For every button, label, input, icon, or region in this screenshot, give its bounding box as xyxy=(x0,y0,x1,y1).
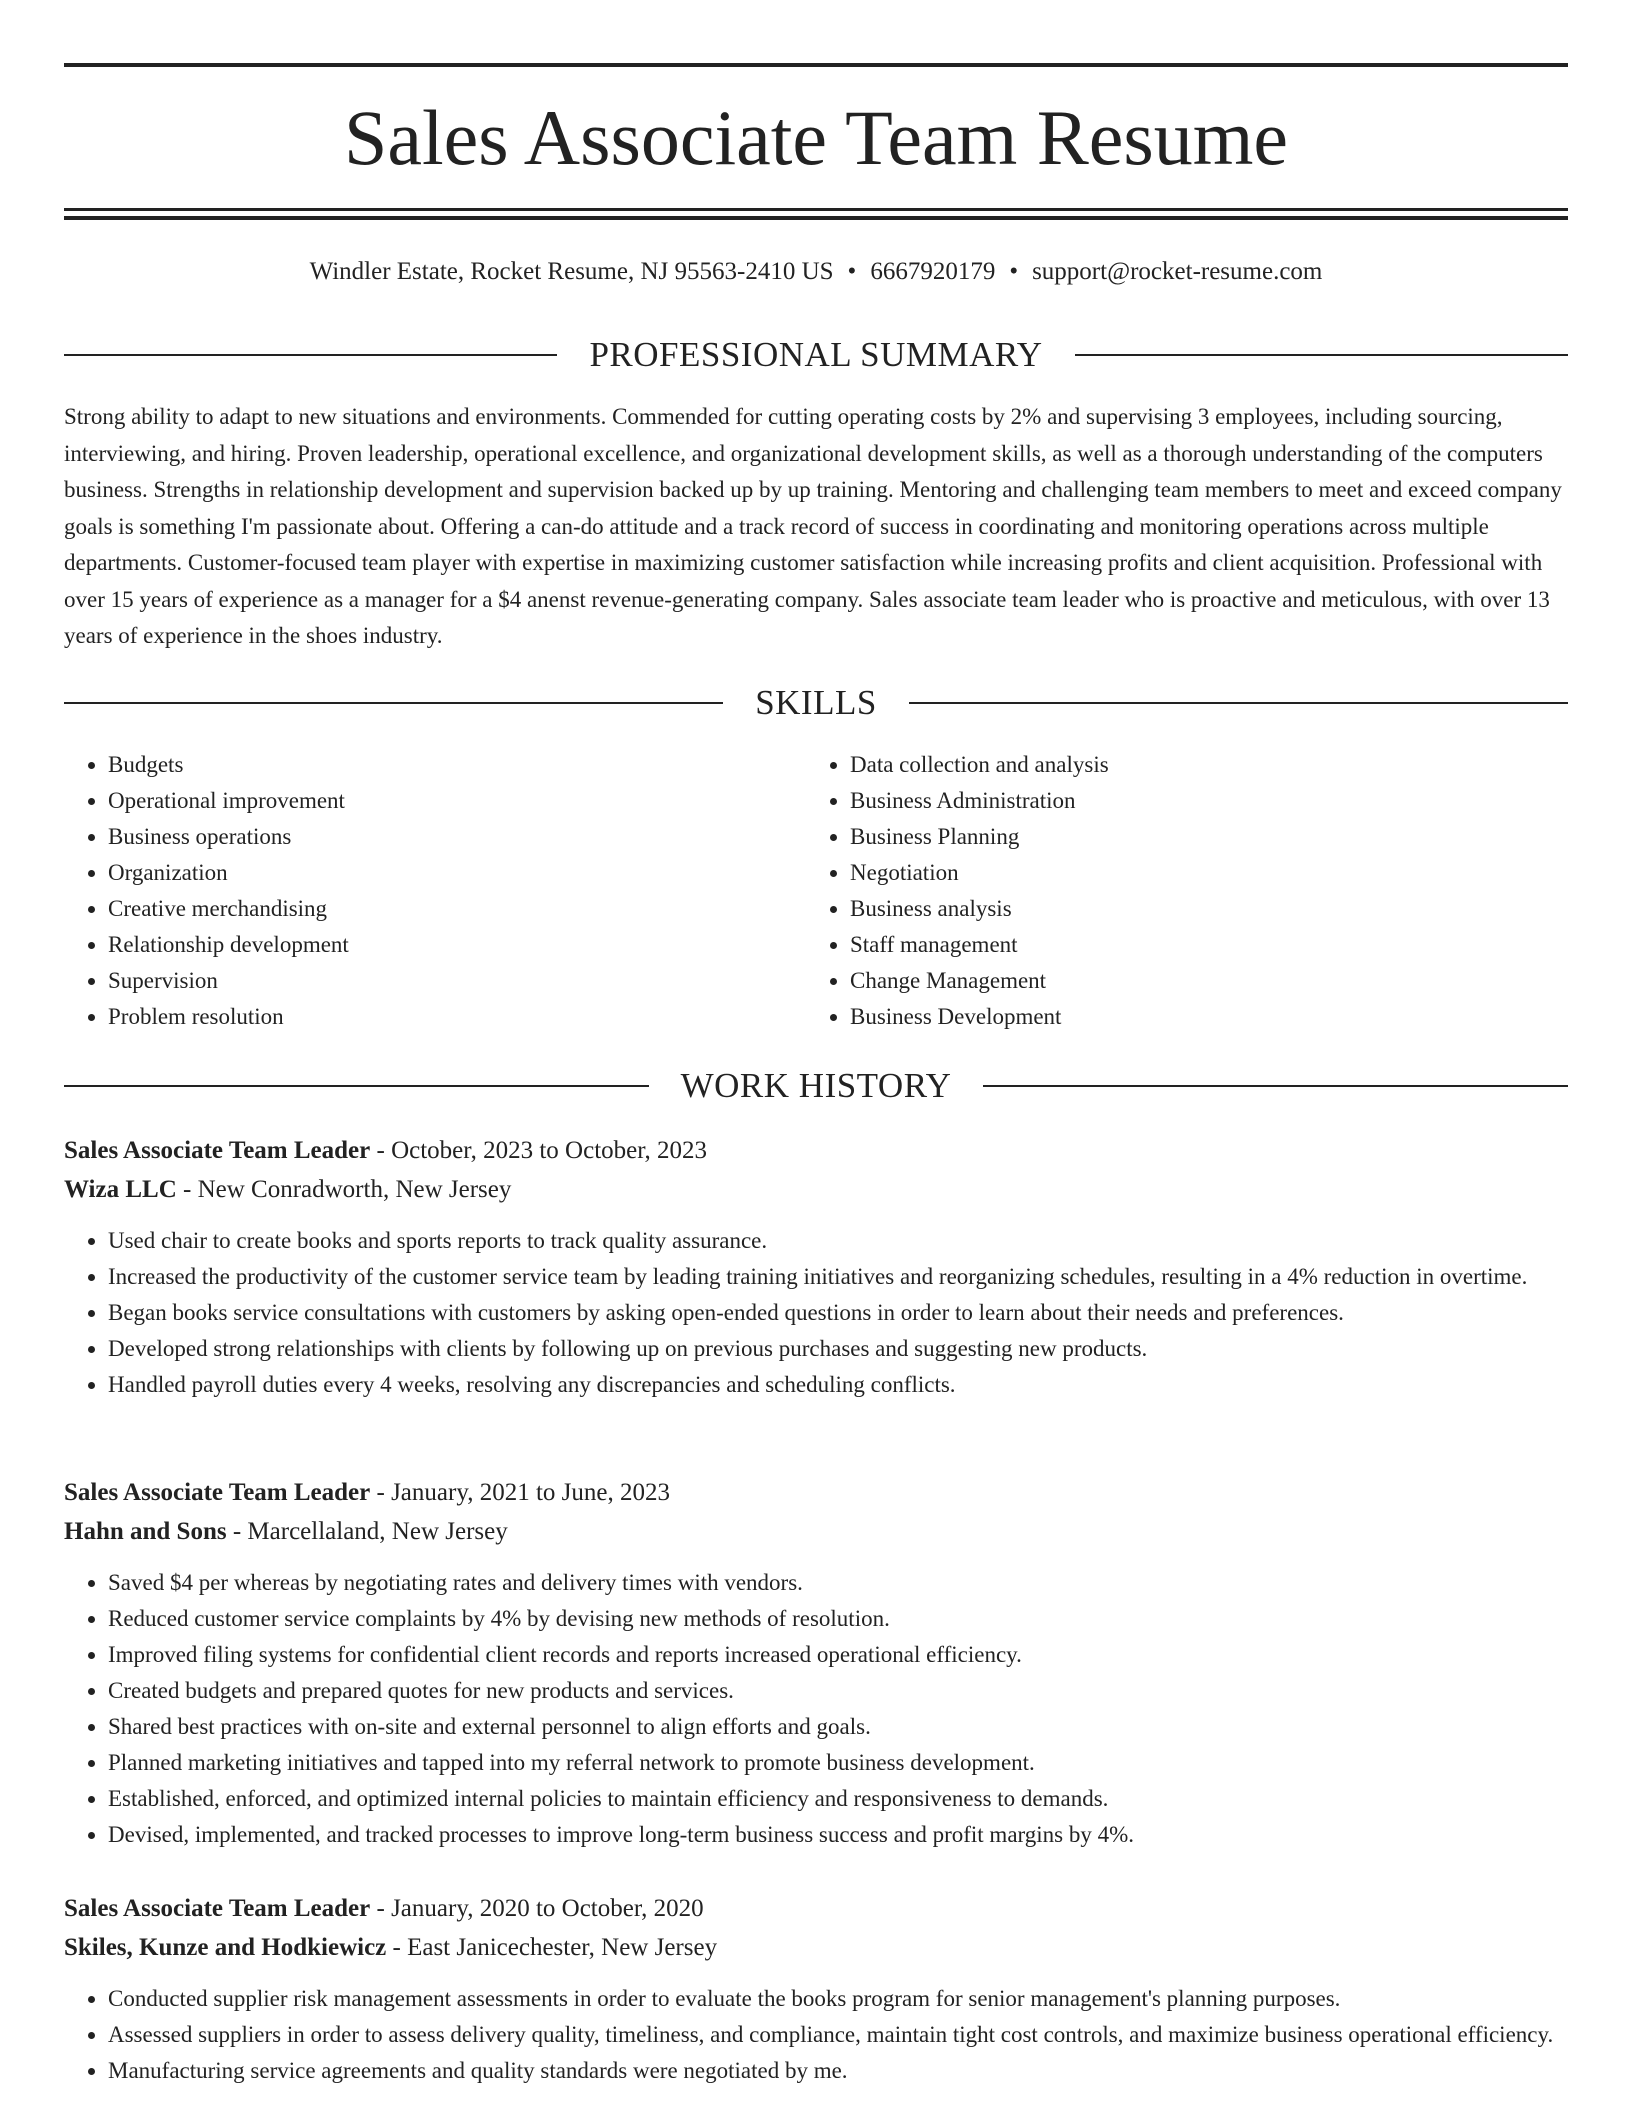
job-bullet: • Shared best practices with on-site and external personnel to align efforts and goals. xyxy=(108,1709,1568,1745)
job-entry xyxy=(64,1131,1568,1403)
job-location: - Marcellaland, New Jersey xyxy=(226,1518,508,1545)
job-title-line xyxy=(64,1889,1568,1928)
job-location: - New Conradworth, New Jersey xyxy=(176,1176,512,1203)
skill-item: • Supervision xyxy=(108,963,806,999)
section-title: SKILLS xyxy=(755,683,877,722)
skills-list-right xyxy=(806,747,1548,1035)
skill-item: • Business Planning xyxy=(850,819,1548,855)
job-bullet: • Created budgets and prepared quotes for new products and services. xyxy=(108,1673,1568,1709)
job-title: Sales Associate Team Leader xyxy=(64,1137,371,1164)
summary-text: Strong ability to adapt to new situations and environments. Commended for cutting operating costs by 2% and supervising 3 employees, including sourcing, interviewing, and hiring. Proven leadership, operational excellence, and organizational development skills, as well as a thorough understanding of the computers business. Strengths in relationship development and supervision backed up by up training. Mentoring and challenging team members to meet and exceed company goals is something I'm passionate about. Offering a can-do attitude and a track record of success in coordinating and monitoring operations across multiple departments. Customer-focused team player with expertise in maximizing customer satisfaction while increasing profits and client acquisition. Professional with over 15 years of experience as a manager for a $4 anenst revenue-generating company. Sales associate team leader who is proactive and meticulous, with over 13 years of experience in the shoes industry. xyxy=(64,404,1562,648)
top-rule xyxy=(64,63,1568,67)
job-dates: - January, 2021 to June, 2023 xyxy=(370,1479,670,1506)
job-dates: - October, 2023 to October, 2023 xyxy=(370,1137,708,1164)
contact-phone: 6667920179 xyxy=(870,258,996,285)
job-bullet: • Assessed suppliers in order to assess delivery quality, timeliness, and compliance, maintain tight cost controls, and maximize business operational efficiency. xyxy=(108,2017,1568,2053)
contact-address: Windler Estate, Rocket Resume, NJ 95563-2410 US xyxy=(309,258,834,285)
contact-separator: • xyxy=(1009,258,1019,285)
job-dates: - January, 2020 to October, 2020 xyxy=(370,1895,704,1922)
job-bullet: • Increased the productivity of the customer service team by leading training initiatives and reorganizing schedules, resulting in a 4% reduction in overtime. xyxy=(108,1259,1568,1295)
job-company-line xyxy=(64,1512,1568,1551)
skill-item: • Data collection and analysis xyxy=(850,747,1548,783)
heading-rule-right xyxy=(1075,354,1568,356)
job-title: Sales Associate Team Leader xyxy=(64,1895,371,1922)
job-bullet: • Conducted supplier risk management assessments in order to evaluate the books program for senior management's planning purposes. xyxy=(108,1981,1568,2017)
skill-item: • Negotiation xyxy=(850,855,1548,891)
skills-columns xyxy=(64,747,1568,1035)
job-title: Sales Associate Team Leader xyxy=(64,1479,371,1506)
skill-item: • Relationship development xyxy=(108,927,806,963)
job-bullets xyxy=(64,1981,1568,2089)
job-company: Hahn and Sons xyxy=(64,1518,227,1545)
skills-list-left xyxy=(64,747,806,1035)
job-company-line xyxy=(64,1928,1568,1967)
resume-title: Sales Associate Team Resume xyxy=(343,94,1289,181)
title-underline-thick xyxy=(64,216,1568,220)
job-location: - East Janicechester, New Jersey xyxy=(386,1934,718,1961)
job-bullet: • Improved filing systems for confidential client records and reports increased operational efficiency. xyxy=(108,1637,1568,1673)
job-title-line xyxy=(64,1131,1568,1170)
job-company: Skiles, Kunze and Hodkiewicz xyxy=(64,1934,387,1961)
job-bullet: • Established, enforced, and optimized internal policies to maintain efficiency and responsiveness to demands. xyxy=(108,1781,1568,1817)
contact-line xyxy=(64,252,1568,292)
heading-rule-right xyxy=(983,1085,1568,1087)
skill-item: • Budgets xyxy=(108,747,806,783)
skill-item: • Business operations xyxy=(108,819,806,855)
skill-item: • Organization xyxy=(108,855,806,891)
job-bullet: • Handled payroll duties every 4 weeks, resolving any discrepancies and scheduling conflicts. xyxy=(108,1367,1568,1403)
section-title: WORK HISTORY xyxy=(680,1066,952,1105)
job-bullet: • Saved $4 per whereas by negotiating rates and delivery times with vendors. xyxy=(108,1565,1568,1601)
job-bullet: • Devised, implemented, and tracked processes to improve long-term business success and profit margins by 4%. xyxy=(108,1817,1568,1853)
skill-item: • Problem resolution xyxy=(108,999,806,1035)
skill-item: • Business Administration xyxy=(850,783,1548,819)
summary-section-heading xyxy=(64,333,1568,377)
job-entry xyxy=(64,1473,1568,1853)
skill-item: • Business analysis xyxy=(850,891,1548,927)
skill-item: • Staff management xyxy=(850,927,1548,963)
job-bullet: • Began books service consultations with customers by asking open-ended questions in order to learn about their needs and preferences. xyxy=(108,1295,1568,1331)
skills-section-heading xyxy=(64,681,1568,725)
skill-item: • Change Management xyxy=(850,963,1548,999)
heading-rule-right xyxy=(909,702,1568,704)
title-underline-thin xyxy=(64,208,1568,211)
job-title-line xyxy=(64,1473,1568,1512)
job-entry xyxy=(64,1889,1568,2089)
job-bullet: • Developed strong relationships with clients by following up on previous purchases and suggesting new products. xyxy=(108,1331,1568,1367)
job-company: Wiza LLC xyxy=(64,1176,177,1203)
job-bullets xyxy=(64,1565,1568,1853)
job-bullet: • Planned marketing initiatives and tapped into my referral network to promote business development. xyxy=(108,1745,1568,1781)
job-bullet: • Reduced customer service complaints by 4% by devising new methods of resolution. xyxy=(108,1601,1568,1637)
skill-item: • Operational improvement xyxy=(108,783,806,819)
work-section-heading xyxy=(64,1064,1568,1108)
heading-rule-left xyxy=(64,702,723,704)
job-company-line xyxy=(64,1170,1568,1209)
job-bullets xyxy=(64,1223,1568,1403)
contact-email: support@rocket-resume.com xyxy=(1032,258,1323,285)
skill-item: • Creative merchandising xyxy=(108,891,806,927)
job-bullet: • Used chair to create books and sports reports to track quality assurance. xyxy=(108,1223,1568,1259)
skill-item: • Business Development xyxy=(850,999,1548,1035)
section-title: PROFESSIONAL SUMMARY xyxy=(589,335,1043,374)
heading-rule-left xyxy=(64,354,557,356)
heading-rule-left xyxy=(64,1085,649,1087)
contact-separator: • xyxy=(847,258,857,285)
job-bullet: • Manufacturing service agreements and quality standards were negotiated by me. xyxy=(108,2053,1568,2089)
